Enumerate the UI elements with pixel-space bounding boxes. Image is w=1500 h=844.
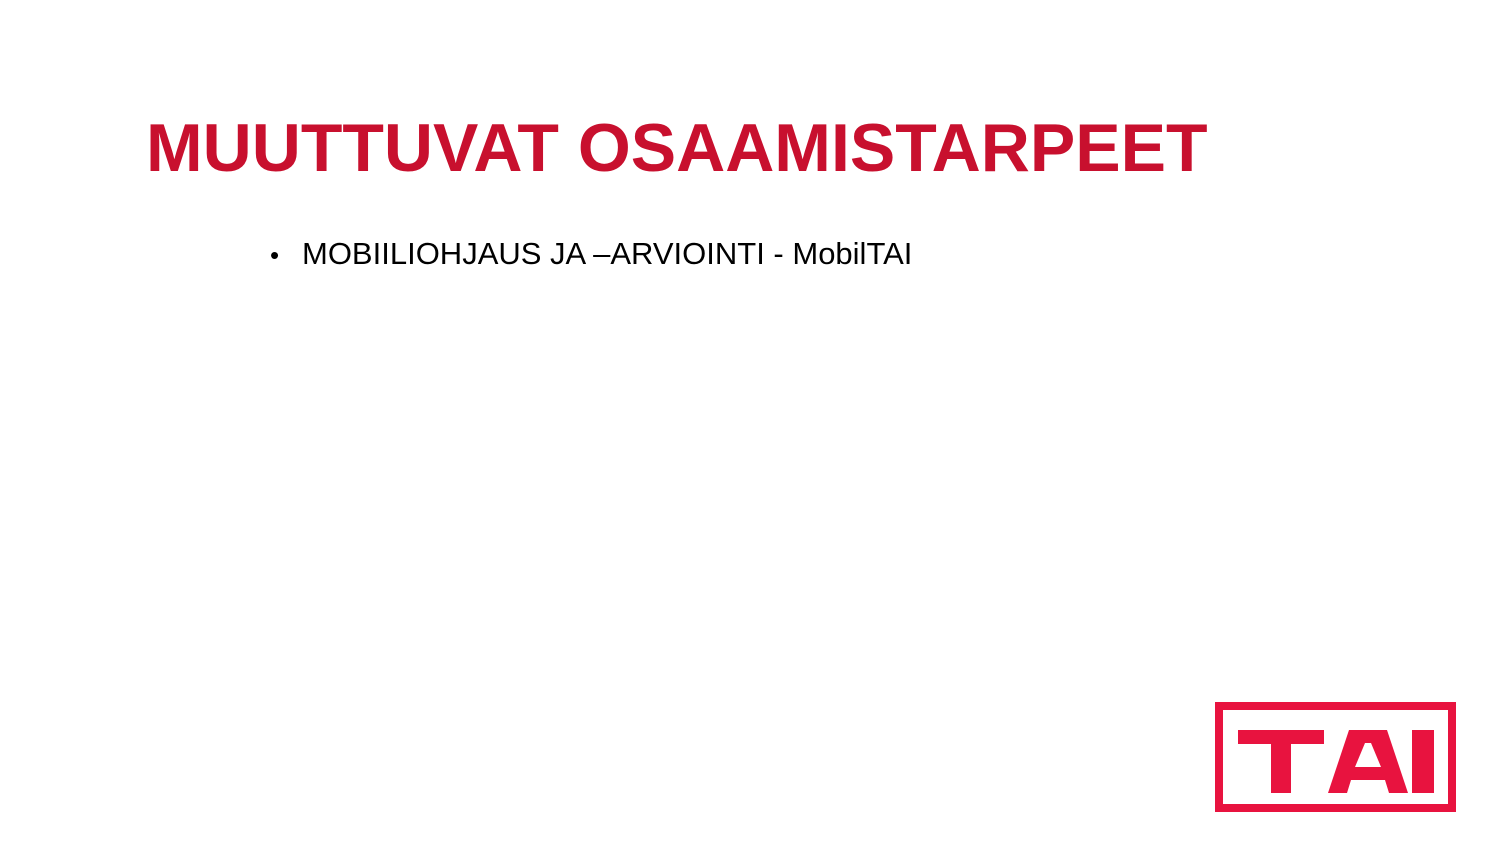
tai-logo (1215, 702, 1456, 812)
slide-title: MUUTTUVAT OSAAMISTARPEET (146, 110, 1208, 186)
bullet-icon: • (270, 240, 280, 270)
tai-logo-mark (1223, 710, 1448, 804)
bullet-list (270, 232, 912, 277)
bullet-text: MOBIILIOHJAUS JA –ARVIOINTI - MobilTAI (302, 236, 913, 271)
bullet-item (270, 232, 912, 277)
